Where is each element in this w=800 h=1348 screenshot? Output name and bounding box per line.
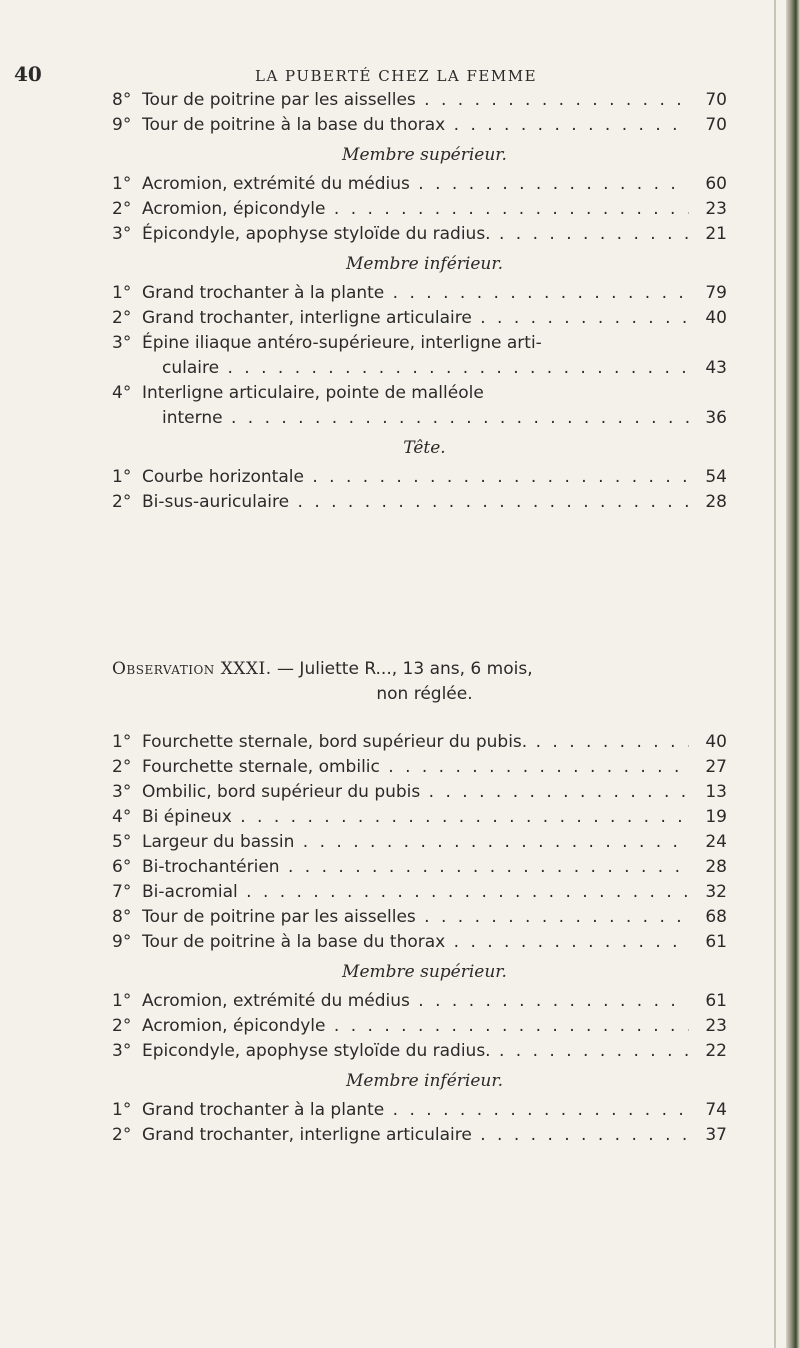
item-number: 2° (112, 757, 132, 777)
heading-membre-inferieur-1: Membre inférieur. (345, 254, 504, 274)
measurement-row (112, 331, 737, 356)
item-label: Bi épineux . . . (142, 805, 689, 830)
item-number: 3° (112, 782, 132, 802)
item-label: Épine iliaque antéro-supérieure, interligne arti- (142, 333, 542, 353)
item-number: 8° (112, 90, 132, 110)
item-label: Tour de poitrine à la base du thorax . . . (142, 113, 689, 138)
item-value: 37 (705, 1125, 727, 1145)
measurement-row (112, 306, 737, 331)
book-spine-edge (786, 0, 800, 1348)
measurement-row (112, 172, 737, 197)
item-number: 2° (112, 308, 132, 328)
item-number: 2° (112, 1125, 132, 1145)
item-label-continuation: culaire . . . (162, 356, 689, 381)
sup1-list (112, 172, 737, 247)
item-label: Acromion, extrémité du médius . . . (142, 172, 689, 197)
measurement-row (112, 465, 737, 490)
item-label: Grand trochanter, interligne articulaire . . . (142, 306, 689, 331)
item-label: Tour de poitrine par les aisselles . . . (142, 88, 689, 113)
item-value: 32 (705, 882, 727, 902)
measurement-row (112, 930, 737, 955)
item-value: 61 (705, 932, 727, 952)
tete-list (112, 465, 737, 515)
measurement-row (112, 830, 737, 855)
heading-tete: Tête. (403, 438, 446, 458)
measurement-row (112, 490, 737, 515)
item-number: 5° (112, 832, 132, 852)
measurement-row (112, 222, 737, 247)
heading-membre-inferieur-2: Membre inférieur. (345, 1071, 504, 1091)
measurement-row (112, 880, 737, 905)
item-number: 3° (112, 1041, 132, 1061)
item-number: 1° (112, 174, 132, 194)
item-label: Tour de poitrine par les aisselles . . . (142, 905, 689, 930)
measurement-row (112, 989, 737, 1014)
item-label: Grand trochanter à la plante . . . (142, 281, 689, 306)
measurement-row (112, 281, 737, 306)
item-label: Fourchette sternale, bord supérieur du pubis. . . . (142, 730, 689, 755)
item-label: Fourchette sternale, ombilic . . . (142, 755, 689, 780)
item-number: 3° (112, 224, 132, 244)
item-label: Largeur du bassin . . . (142, 830, 689, 855)
item-number: 4° (112, 383, 132, 403)
item-label: Ombilic, bord supérieur du pubis . . . (142, 780, 689, 805)
item-value: 79 (705, 283, 727, 303)
observation-text: — Juliette R..., 13 ans, 6 mois, (271, 659, 533, 679)
item-label: Bi-trochantérien . . . (142, 855, 689, 880)
item-value: 40 (705, 732, 727, 752)
observation-line (112, 657, 737, 682)
measurement-block-2 (112, 730, 737, 1148)
measurement-row (112, 197, 737, 222)
item-number: 8° (112, 907, 132, 927)
inf1-list (112, 281, 737, 431)
item-label: Acromion, épicondyle . . . (142, 197, 689, 222)
measurement-row (112, 113, 737, 138)
measurement-row-continuation (112, 356, 737, 381)
item-value: 36 (705, 408, 727, 428)
measurement-row (112, 88, 737, 113)
item-number: 4° (112, 807, 132, 827)
measurement-row (112, 1123, 737, 1148)
measurement-row (112, 1014, 737, 1039)
item-value: 13 (705, 782, 727, 802)
item-number: 1° (112, 283, 132, 303)
measurement-row-continuation (112, 406, 737, 431)
observation-title: Observation XXXI. (112, 659, 272, 679)
item-label: Tour de poitrine à la base du thorax . . . (142, 930, 689, 955)
item-value: 70 (705, 90, 727, 110)
item-value: 19 (705, 807, 727, 827)
item-label: Interligne articulaire, pointe de malléole (142, 383, 484, 403)
section2-list (112, 730, 737, 955)
measurement-row (112, 1098, 737, 1123)
item-number: 1° (112, 467, 132, 487)
item-number: 9° (112, 115, 132, 135)
item-number: 1° (112, 1100, 132, 1120)
item-value: 54 (705, 467, 727, 487)
item-value: 61 (705, 991, 727, 1011)
heading-membre-superieur-2: Membre supérieur. (342, 962, 507, 982)
item-label: Bi-sus-auriculaire . . . (142, 490, 689, 515)
observation-header (112, 657, 737, 707)
measurement-row (112, 805, 737, 830)
measurement-row (112, 755, 737, 780)
item-number: 6° (112, 857, 132, 877)
section1-list (112, 88, 737, 138)
item-number: 9° (112, 932, 132, 952)
item-label: Acromion, épicondyle . . . (142, 1014, 689, 1039)
item-value: 27 (705, 757, 727, 777)
item-label-continuation: interne . . . (162, 406, 689, 431)
item-number: 1° (112, 991, 132, 1011)
item-value: 28 (705, 492, 727, 512)
measurement-row (112, 381, 737, 406)
heading-membre-superieur-1: Membre supérieur. (342, 145, 507, 165)
page-number: 40 (14, 62, 42, 86)
item-value: 21 (705, 224, 727, 244)
measurement-row (112, 905, 737, 930)
item-label: Bi-acromial . . . (142, 880, 689, 905)
observation-subtitle: non réglée. (376, 684, 473, 704)
item-value: 68 (705, 907, 727, 927)
item-label: Grand trochanter, interligne articulaire . . . (142, 1123, 689, 1148)
item-value: 40 (705, 308, 727, 328)
item-label: Grand trochanter à la plante . . . (142, 1098, 689, 1123)
item-value: 22 (705, 1041, 727, 1061)
item-number: 2° (112, 1016, 132, 1036)
measurement-row (112, 780, 737, 805)
item-number: 2° (112, 199, 132, 219)
measurement-row (112, 855, 737, 880)
item-number: 3° (112, 333, 132, 353)
measurement-block-1 (112, 88, 737, 515)
inf2-list (112, 1098, 737, 1148)
item-label: Épicondyle, apophyse styloïde du radius. . . . (142, 222, 689, 247)
item-value: 74 (705, 1100, 727, 1120)
item-value: 23 (705, 199, 727, 219)
item-number: 7° (112, 882, 132, 902)
running-head: LA PUBERTÉ CHEZ LA FEMME (255, 67, 538, 85)
item-value: 60 (705, 174, 727, 194)
page-edge-shadow (774, 0, 776, 1348)
measurement-row (112, 730, 737, 755)
item-value: 23 (705, 1016, 727, 1036)
item-label: Acromion, extrémité du médius . . . (142, 989, 689, 1014)
measurement-row (112, 1039, 737, 1064)
item-value: 70 (705, 115, 727, 135)
item-label: Courbe horizontale . . . (142, 465, 689, 490)
item-label: Epicondyle, apophyse styloïde du radius. . . . (142, 1039, 689, 1064)
sup2-list (112, 989, 737, 1064)
item-number: 2° (112, 492, 132, 512)
item-value: 28 (705, 857, 727, 877)
item-value: 24 (705, 832, 727, 852)
item-number: 1° (112, 732, 132, 752)
item-value: 43 (705, 358, 727, 378)
